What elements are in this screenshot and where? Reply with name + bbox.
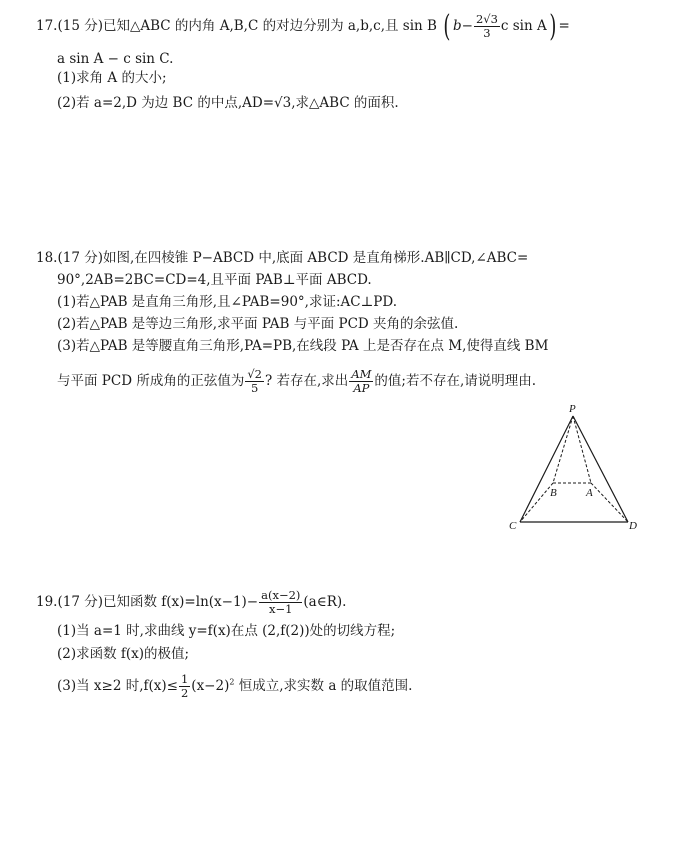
problem-18-part1: (1)若△PAB 是直角三角形,且∠PAB=90°,求证:AC⊥PD. <box>57 294 397 310</box>
fraction-sqrt2-over-5 <box>245 368 264 395</box>
stem-text: 如图,在四棱锥 P−ABCD 中,底面 ABCD 是直角梯形.AB∥CD,∠ABC= <box>103 250 529 266</box>
edge-PC <box>520 416 573 522</box>
pyramid-figure <box>490 395 650 540</box>
problem-18-part2: (2)若△PAB 是等边三角形,求平面 PAB 与平面 PCD 夹角的余弦值. <box>57 316 459 332</box>
problem-points: (17 分) <box>57 250 103 266</box>
edge-PD <box>573 416 628 522</box>
frac-den: AP <box>353 381 370 395</box>
label-C: C <box>509 520 517 532</box>
problem-number: 17. <box>36 18 58 34</box>
problem-number: 19. <box>36 594 58 610</box>
frac-num: √2 <box>247 367 262 381</box>
frac-num: 2√3 <box>475 12 498 26</box>
stem-csinA: c sin A <box>500 18 547 34</box>
text: 恒成立,求实数 a 的取值范围. <box>234 678 413 694</box>
problem-points: (15 分) <box>57 18 103 34</box>
frac-den: 2 <box>180 686 189 700</box>
text: (x−2) <box>191 678 230 694</box>
problem-18-part3: (3)若△PAB 是等腰直角三角形,PA=PB,在线段 PA 上是否存在点 M,使得直线 BM <box>57 338 549 354</box>
problem-19-part1: (1)当 a=1 时,求曲线 y=f(x)在点 (2,f(2))处的切线方程; <box>57 623 396 639</box>
problem-17-part1: (1)求角 A 的大小; <box>57 70 167 86</box>
problem-17-stem-line2: a sin A − c sin C. <box>57 51 174 67</box>
right-paren: ) <box>549 8 557 44</box>
fraction-a-x-2-over-x-1 <box>259 589 302 616</box>
label-P: P <box>569 403 576 415</box>
fraction-2sqrt3-over-3 <box>474 13 500 40</box>
problem-19-part2: (2)求函数 f(x)的极值; <box>57 646 190 662</box>
problem-19-part3 <box>57 673 412 700</box>
fraction-AM-over-AP <box>349 368 373 395</box>
frac-den: 5 <box>250 381 259 395</box>
superscript: 2 <box>229 677 235 687</box>
stem-text: 已知函数 f(x)=ln(x−1)− <box>103 594 259 610</box>
problem-number: 18. <box>36 250 58 266</box>
label-B: B <box>550 487 557 499</box>
frac-den: 3 <box>483 26 491 40</box>
stem-text: (a∈R). <box>303 594 347 610</box>
problem-points: (17 分) <box>57 594 103 610</box>
text: 的值;若不存在,请说明理由. <box>374 373 537 389</box>
problem-18-part3-cont <box>57 368 536 395</box>
frac-num: 1 <box>180 672 189 686</box>
frac-num: AM <box>351 367 372 381</box>
problem-19-stem <box>36 589 346 616</box>
edge-AD <box>591 483 628 522</box>
stem-b: b− <box>452 18 473 34</box>
equals: = <box>558 18 570 34</box>
frac-num: a(x−2) <box>261 588 301 602</box>
stem-text: 已知△ABC 的内角 A,B,C 的对边分别为 a,b,c,且 sin B <box>103 18 437 34</box>
text: ? 若存在,求出 <box>264 373 349 389</box>
problem-18-stem-line2: 90°,2AB=2BC=CD=4,且平面 PAB⊥平面 ABCD. <box>57 272 372 288</box>
frac-den: x−1 <box>269 602 293 616</box>
problem-17-part2: (2)若 a=2,D 为边 BC 的中点,AD=√3,求△ABC 的面积. <box>57 95 399 111</box>
text: (3)当 x≥2 时,f(x)≤ <box>57 678 178 694</box>
problem-17-stem <box>36 8 570 44</box>
label-A: A <box>586 487 593 499</box>
text: 与平面 PCD 所成角的正弦值为 <box>57 373 245 389</box>
label-D: D <box>629 520 637 532</box>
left-paren: ( <box>443 8 451 44</box>
fraction-1-over-2 <box>179 673 190 700</box>
edge-PA <box>573 416 591 483</box>
problem-18-stem <box>36 249 528 267</box>
